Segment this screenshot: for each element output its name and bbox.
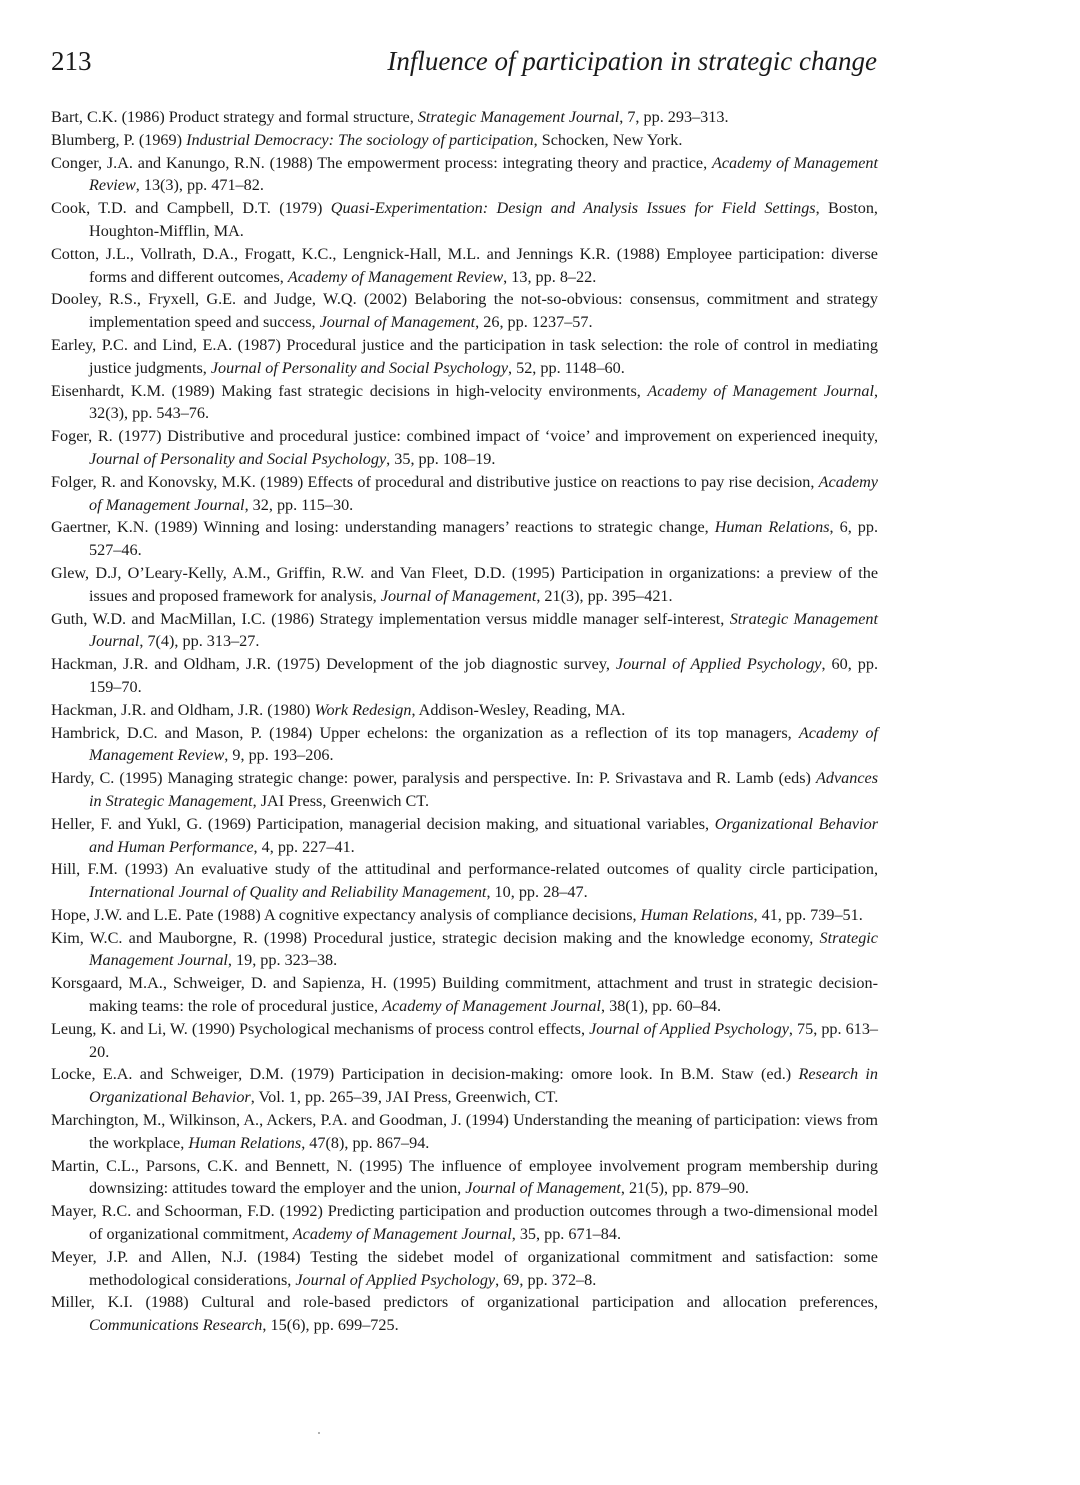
reference-text: Glew, D.J, O’Leary-Kelly, A.M., Griffin, R.W. and Van Fleet, D.D. (1995) Participation in organizations: a preview of the issues and proposed framework for analysis,: [51, 563, 878, 605]
reference-source-title: Academy of Management Review: [89, 723, 878, 765]
reference-source-title: Human Relations: [640, 905, 754, 924]
reference-source-title: Communications Research: [89, 1316, 263, 1335]
reference-text: , 32(3), pp. 543–76.: [89, 381, 878, 423]
reference-source-title: Academy of Management Review: [89, 153, 879, 195]
reference-text: , 21(3), pp. 395–421.: [536, 586, 673, 605]
reference-text: , 26, pp. 1237–57.: [475, 313, 593, 332]
reference-text: , 19, pp. 323–38.: [227, 951, 338, 970]
reference-entry: [51, 608, 878, 654]
reference-text: Hambrick, D.C. and Mason, P. (1984) Upper echelons: the organization as a reflection of its top managers,: [51, 723, 799, 742]
reference-source-title: Research in Organizational Behavior: [89, 1065, 878, 1107]
reference-text: , 35, pp. 108–19.: [386, 449, 496, 468]
reference-text: Conger, J.A. and Kanungo, R.N. (1988) The empowerment process: integrating theory and practice,: [51, 153, 712, 172]
reference-source-title: Journal of Applied Psychology: [615, 655, 822, 674]
reference-text: , 7, pp. 293–313.: [619, 108, 729, 126]
reference-entry: [51, 653, 878, 699]
reference-source-title: Journal of Management: [319, 313, 476, 332]
reference-entry: [51, 197, 878, 243]
reference-text: Earley, P.C. and Lind, E.A. (1987) Procedural justice and the participation in task selection: the role of control in mediating justice judgments,: [51, 335, 878, 377]
reference-source-title: Journal of Personality and Social Psychology: [210, 358, 509, 377]
reference-entry: [51, 425, 878, 471]
reference-text: , Vol. 1, pp. 265–39, JAI Press, Greenwich, CT.: [250, 1088, 559, 1107]
reference-text: , 32, pp. 115–30.: [244, 495, 354, 514]
reference-source-title: Human Relations: [714, 518, 830, 537]
reference-text: Folger, R. and Konovsky, M.K. (1989) Effects of procedural and distributive justice on reactions to pay rise decision,: [51, 472, 819, 491]
reference-source-title: Advances in Strategic Management: [89, 769, 878, 810]
reference-source-title: Human Relations: [188, 1133, 302, 1152]
reference-entry: [51, 1291, 878, 1337]
reference-text: Hill, F.M. (1993) An evaluative study of the attitudinal and performance-related outcomes of quality circle participation,: [51, 860, 878, 879]
reference-entry: [51, 288, 878, 334]
reference-source-title: Academy of Management Journal: [89, 472, 878, 514]
reference-text: Miller, K.I. (1988) Cultural and role-based predictors of organizational participation and allocation preferences,: [51, 1293, 878, 1312]
reference-text: , 60, pp. 159–70.: [89, 655, 878, 696]
reference-source-title: Quasi-Experimentation: Design and Analysis Issues for Field Settings: [330, 199, 816, 218]
reference-entry: [51, 334, 878, 380]
reference-text: Bart, C.K. (1986) Product strategy and formal structure,: [51, 108, 418, 126]
reference-text: , 4, pp. 227–41.: [253, 837, 355, 856]
reference-entry: [51, 129, 878, 152]
reference-text: , 35, pp. 671–84.: [511, 1225, 621, 1244]
reference-text: , 10, pp. 28–47.: [486, 883, 588, 902]
reference-text: , 41, pp. 739–51.: [753, 905, 863, 924]
reference-text: , Addison-Wesley, Reading, MA.: [411, 700, 626, 719]
reference-list: [51, 106, 878, 1337]
reference-text: , 47(8), pp. 867–94.: [301, 1133, 430, 1152]
reference-entry: [51, 1200, 878, 1246]
reference-entry: [51, 722, 878, 768]
running-title: Influence of participation in strategic change: [387, 46, 877, 76]
reference-source-title: Academy of Management Journal: [382, 997, 601, 1016]
reference-text: Meyer, J.P. and Allen, N.J. (1984) Testing the sidebet model of organizational commitment and satisfaction: some methodological considerations,: [51, 1247, 878, 1289]
reference-text: Foger, R. (1977) Distributive and procedural justice: combined impact of ‘voice’ and improvement on experienced inequity,: [51, 427, 878, 446]
reference-entry: [51, 813, 878, 859]
reference-entry: [51, 972, 878, 1018]
reference-text: Dooley, R.S., Fryxell, G.E. and Judge, W.Q. (2002) Belaboring the not-so-obvious: consensus, commitment and strategy implementation speed and success,: [51, 290, 878, 332]
reference-text: , Boston, Houghton-Mifflin, MA.: [89, 199, 878, 240]
reference-text: , 21(5), pp. 879–90.: [620, 1179, 749, 1198]
reference-entry: [51, 1109, 878, 1155]
reference-text: Leung, K. and Li, W. (1990) Psychological mechanisms of process control effects,: [51, 1019, 590, 1038]
reference-entry: [51, 767, 878, 813]
reference-text: , JAI Press, Greenwich CT.: [252, 791, 430, 810]
reference-text: Korsgaard, M.A., Schweiger, D. and Sapienza, H. (1995) Building commitment, attachment and trust in strategic decision-making teams: the role of procedural justice,: [51, 974, 878, 1016]
reference-text: , 52, pp. 1148–60.: [508, 358, 625, 377]
reference-entry: [51, 927, 878, 973]
reference-text: , Schocken, New York.: [533, 130, 683, 149]
reference-source-title: Journal of Applied Psychology: [589, 1019, 789, 1038]
reference-source-title: Journal of Personality and Social Psychology: [89, 449, 387, 468]
reference-text: Guth, W.D. and MacMillan, I.C. (1986) Strategy implementation versus middle manager self-interest,: [51, 609, 730, 628]
reference-source-title: Journal of Applied Psychology: [295, 1270, 496, 1289]
reference-text: , 6, pp. 527–46.: [89, 518, 878, 560]
reference-entry: [51, 858, 878, 904]
reference-source-title: Journal of Management: [465, 1179, 621, 1198]
reference-text: Hope, J.W. and L.E. Pate (1988) A cognitive expectancy analysis of compliance decisions,: [51, 905, 641, 924]
reference-text: Heller, F. and Yukl, G. (1969) Participation, managerial decision making, and situational variables,: [51, 814, 715, 833]
reference-entry: [51, 380, 878, 426]
reference-entry: [51, 1246, 878, 1292]
reference-entry: [51, 152, 878, 198]
page-number: 213: [51, 46, 92, 76]
reference-text: , 69, pp. 372–8.: [495, 1270, 597, 1289]
reference-entry: [51, 1155, 878, 1201]
reference-entry: [51, 106, 878, 129]
reference-text: Blumberg, P. (1969): [51, 130, 187, 149]
reference-text: Hackman, J.R. and Oldham, J.R. (1980): [51, 700, 315, 719]
reference-text: , 75, pp. 613–20.: [89, 1019, 879, 1061]
reference-source-title: Work Redesign: [314, 700, 412, 719]
reference-text: , 15(6), pp. 699–725.: [262, 1316, 399, 1335]
reference-text: , 9, pp. 193–206.: [224, 746, 334, 765]
reference-text: , 13(3), pp. 471–82.: [135, 176, 264, 195]
reference-text: Cotton, J.L., Vollrath, D.A., Frogatt, K.C., Lengnick-Hall, M.L. and Jennings K.R. (1988) Employee participation: diverse forms and different outcomes,: [51, 244, 878, 286]
reference-text: Cook, T.D. and Campbell, D.T. (1979): [51, 199, 331, 218]
reference-text: Locke, E.A. and Schweiger, D.M. (1979) Participation in decision-making: omore look. In B.M. Staw (ed.): [51, 1065, 799, 1084]
reference-entry: [51, 699, 878, 722]
reference-text: , 7(4), pp. 313–27.: [139, 632, 260, 651]
reference-source-title: International Journal of Quality and Reliability Management: [89, 883, 487, 902]
reference-entry: [51, 904, 878, 927]
reference-text: Kim, W.C. and Mauborgne, R. (1998) Procedural justice, strategic decision making and the knowledge economy,: [51, 928, 820, 947]
reference-entry: [51, 562, 878, 608]
reference-text: Mayer, R.C. and Schoorman, F.D. (1992) Predicting participation and production outcomes through a two-dimensional model of organizational commitment,: [51, 1202, 878, 1244]
reference-text: Eisenhardt, K.M. (1989) Making fast strategic decisions in high-velocity environments,: [51, 381, 648, 400]
reference-source-title: Organizational Behavior and Human Performance: [89, 814, 878, 856]
page-header: [51, 46, 877, 77]
reference-source-title: Industrial Democracy: The sociology of participation: [186, 130, 534, 149]
reference-entry: [51, 516, 878, 562]
reference-entry: [51, 243, 878, 289]
reference-source-title: Strategic Management Journal: [89, 609, 879, 651]
reference-text: Marchington, M., Wilkinson, A., Ackers, P.A. and Goodman, J. (1994) Understanding the meaning of participation: views from the workplace,: [51, 1111, 878, 1152]
reference-text: , 13, pp. 8–22.: [503, 267, 597, 286]
reference-source-title: Strategic Management Journal: [89, 928, 878, 970]
reference-entry: [51, 471, 878, 517]
reference-text: , 38(1), pp. 60–84.: [601, 997, 722, 1016]
scan-speck: [318, 1432, 320, 1434]
reference-source-title: Journal of Management: [380, 586, 537, 605]
reference-text: Hardy, C. (1995) Managing strategic change: power, paralysis and perspective. In: P. Srivastava and R. Lamb (eds): [51, 769, 816, 788]
reference-source-title: Academy of Management Review: [287, 267, 504, 286]
reference-entry: [51, 1018, 878, 1064]
reference-entry: [51, 1063, 878, 1109]
reference-text: Martin, C.L., Parsons, C.K. and Bennett, N. (1995) The influence of employee involvement program membership during downsizing: attitudes toward the employer and the union,: [51, 1156, 878, 1198]
reference-source-title: Academy of Management Journal: [292, 1225, 512, 1244]
reference-text: Hackman, J.R. and Oldham, J.R. (1975) Development of the job diagnostic survey,: [51, 655, 616, 674]
reference-source-title: Academy of Management Journal: [647, 381, 874, 400]
reference-text: Gaertner, K.N. (1989) Winning and losing: understanding managers’ reactions to strategic change,: [51, 518, 715, 537]
reference-source-title: Strategic Management Journal: [417, 108, 620, 126]
